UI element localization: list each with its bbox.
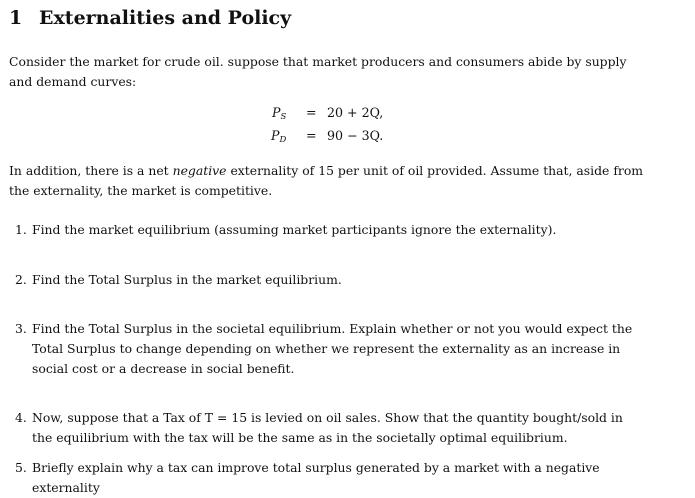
question-2: [15, 270, 645, 290]
demand-rhs: 90 − 3Q.: [327, 128, 384, 143]
question-number: 2.: [15, 272, 27, 287]
demand-equals: =: [306, 128, 317, 143]
externality-paragraph: In addition, there is a net negative externality of 15 per unit of oil provided. Assume that, aside from the externality, the market is competitive.: [9, 163, 644, 198]
supply-subscript: S: [280, 112, 287, 122]
question-text: Find the Total Surplus in the societal equilibrium. Explain whether or not you would expect the Total Surplus to change depending on whether we represent the externality as an increase in social cost or a decrease in social benefit.: [32, 321, 633, 376]
section-number: 1: [9, 7, 23, 29]
question-5: [15, 458, 645, 498]
intro-paragraph: Consider the market for crude oil. suppose that market producers and consumers abide by supply and demand curves:: [9, 54, 627, 89]
question-number: 5.: [15, 460, 27, 475]
question-1: [15, 220, 645, 240]
question-number: 4.: [15, 410, 27, 425]
demand-subscript: D: [279, 135, 287, 145]
demand-lhs: P: [271, 128, 280, 143]
question-number: 3.: [15, 321, 27, 336]
emphasis-negative: negative: [172, 163, 227, 178]
question-3: [15, 319, 645, 379]
supply-rhs: 20 + 2Q,: [327, 105, 384, 120]
question-text: Find the Total Surplus in the market equilibrium.: [32, 272, 342, 287]
question-number: 1.: [15, 222, 27, 237]
question-4: [15, 408, 645, 448]
demand-equation: [0, 128, 695, 146]
section-title: Externalities and Policy: [39, 7, 292, 29]
question-text: Find the market equilibrium (assuming market participants ignore the externality).: [32, 222, 557, 237]
supply-lhs: P: [272, 105, 281, 120]
question-text: Now, suppose that a Tax of T = 15 is levied on oil sales. Show that the quantity bought/sold in the equilibrium with the tax will be the same as in the societally optimal equilibrium.: [32, 410, 623, 445]
supply-equals: =: [306, 105, 317, 120]
section-heading: [9, 7, 291, 29]
question-text: Briefly explain why a tax can improve total surplus generated by a market with a negative externality: [32, 460, 600, 495]
supply-equation: [0, 105, 695, 123]
